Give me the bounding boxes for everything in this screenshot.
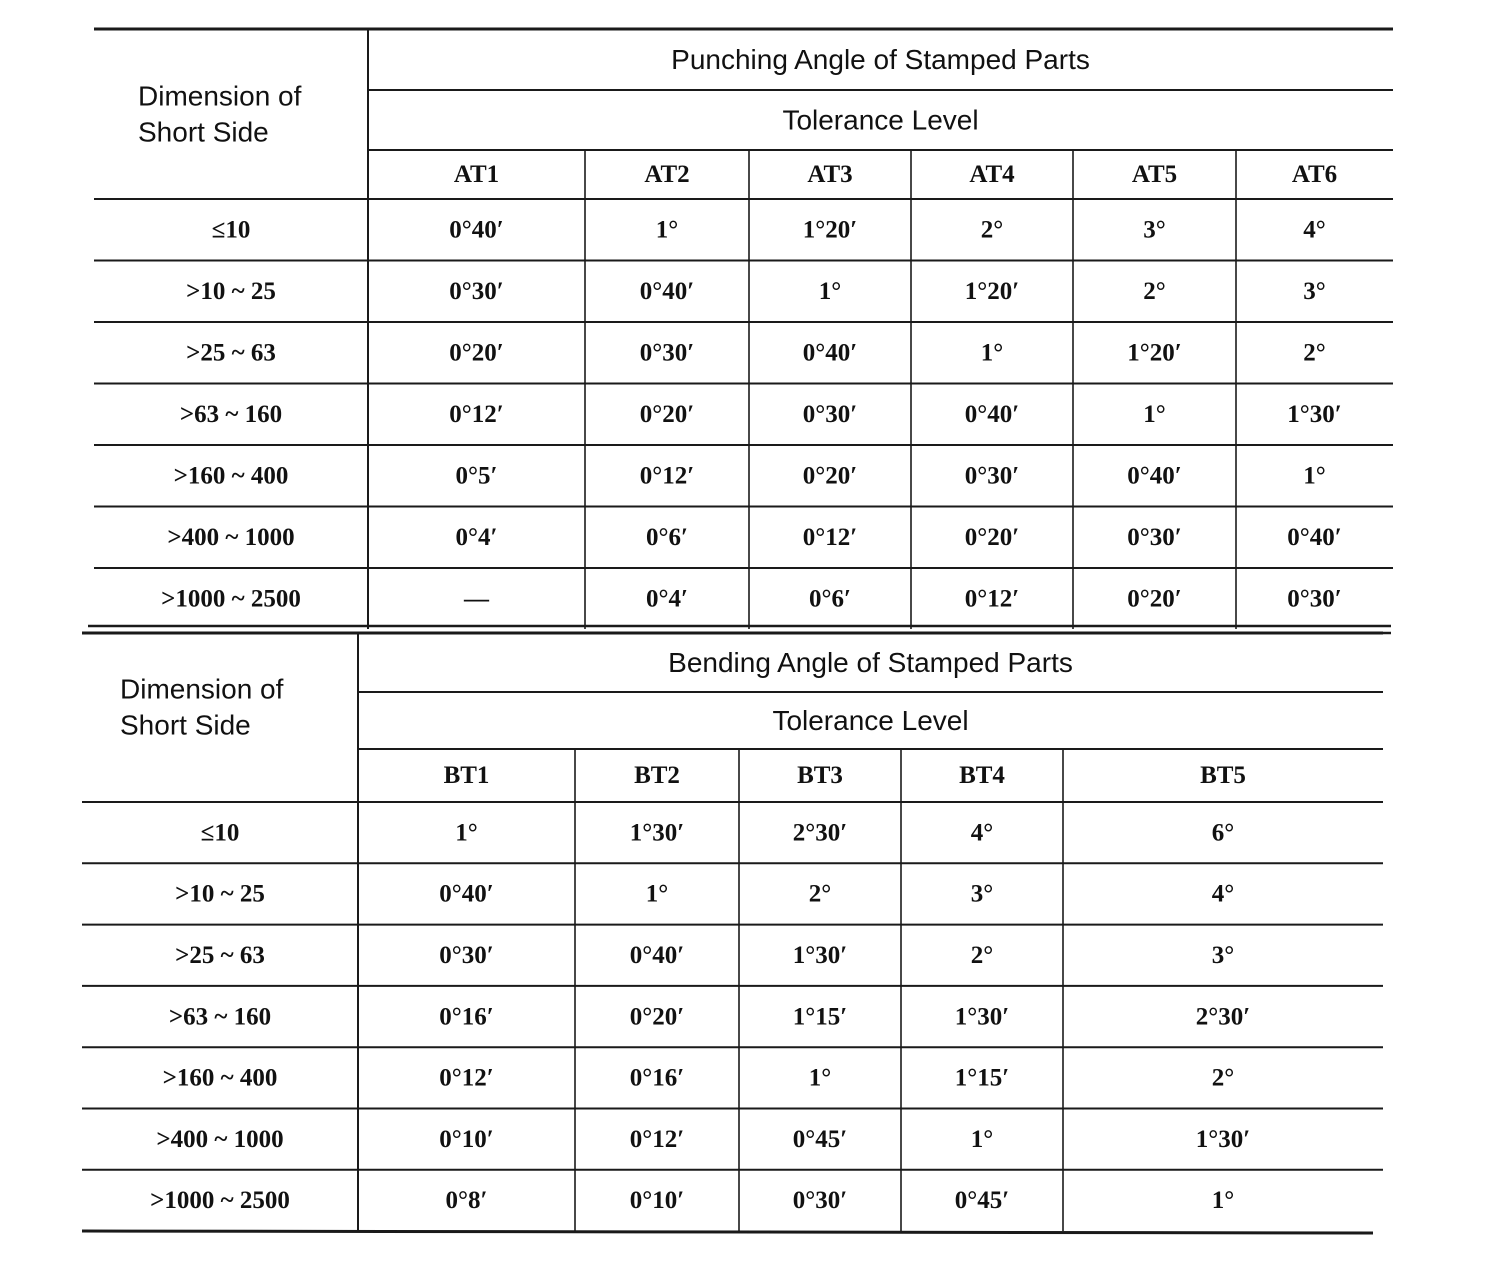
table-cell: 1° xyxy=(818,277,842,305)
table-cell: 1° xyxy=(455,819,478,847)
table-cell: 4° xyxy=(1303,216,1326,244)
table-cell: 0°4′ xyxy=(455,523,498,551)
table-text xyxy=(120,44,1342,1214)
side-label: Dimension of xyxy=(138,80,302,112)
table-cell: 0°20′ xyxy=(1127,585,1182,613)
table-cell: 1°20′ xyxy=(1127,339,1182,367)
bending-bottom-border xyxy=(82,1231,1373,1233)
table-cell: 1° xyxy=(655,216,679,244)
table-cell: 1°20′ xyxy=(802,216,858,244)
table-cell: 0°40′ xyxy=(449,216,504,244)
table-cell: 0°40′ xyxy=(1287,523,1342,551)
table-cell: 0°5′ xyxy=(455,462,498,490)
table-cell: 1°30′ xyxy=(1195,1125,1251,1153)
row-label: >160 ~ 400 xyxy=(173,462,289,490)
column-header: BT4 xyxy=(959,762,1005,790)
table-cell: 0°16′ xyxy=(629,1064,685,1092)
punching-subtitle: Tolerance Level xyxy=(782,104,979,136)
table-cell: 0°30′ xyxy=(1127,523,1182,551)
table-cell: 1°15′ xyxy=(792,1003,848,1031)
column-header: AT6 xyxy=(1291,161,1338,189)
row-label: >63 ~ 160 xyxy=(179,400,283,428)
table-cell: 0°30′ xyxy=(449,277,504,305)
table-cell: 1°30′ xyxy=(1287,400,1342,428)
side-label: Short Side xyxy=(120,709,251,741)
table-cell: 0°20′ xyxy=(629,1003,685,1031)
table-rules xyxy=(82,29,1393,1233)
table-cell: 1° xyxy=(980,339,1004,367)
table-cell: 0°4′ xyxy=(645,585,689,613)
table-cell: — xyxy=(464,585,489,613)
row-label: >160 ~ 400 xyxy=(162,1064,278,1092)
table-cell: 2° xyxy=(1143,277,1166,305)
row-label: >400 ~ 1000 xyxy=(156,1125,284,1153)
column-header: BT3 xyxy=(797,762,843,790)
row-label: >10 ~ 25 xyxy=(186,277,276,305)
bending-subtitle: Tolerance Level xyxy=(772,704,969,736)
table-cell: 0°12′ xyxy=(639,462,695,490)
table-cell: 0°20′ xyxy=(639,400,695,428)
table-cell: 1° xyxy=(808,1064,832,1092)
table-cell: 0°30′ xyxy=(639,339,695,367)
column-header: AT3 xyxy=(807,161,853,189)
table-cell: 1°30′ xyxy=(792,941,848,969)
table-cell: 0°40′ xyxy=(439,880,494,908)
row-label: ≤10 xyxy=(200,819,240,847)
table-cell: 0°40′ xyxy=(629,941,685,969)
table-cell: 3° xyxy=(1143,216,1166,244)
table-cell: 0°12′ xyxy=(964,585,1020,613)
table-cell: 0°40′ xyxy=(964,400,1020,428)
table-cell: 0°30′ xyxy=(1287,585,1342,613)
table-cell: 0°10′ xyxy=(439,1125,494,1153)
column-header: BT2 xyxy=(634,762,680,790)
table-cell: 0°45′ xyxy=(792,1125,848,1153)
table-cell: 1° xyxy=(970,1125,994,1153)
row-label: >1000 ~ 2500 xyxy=(161,585,301,613)
column-header: AT4 xyxy=(969,161,1015,189)
table-cell: 1°30′ xyxy=(629,819,685,847)
table-cell: 1° xyxy=(1211,1187,1235,1215)
table-cell: 4° xyxy=(1211,880,1235,908)
table-cell: 2° xyxy=(1303,339,1326,367)
table-cell: 3° xyxy=(1211,941,1235,969)
table-cell: 0°30′ xyxy=(802,400,858,428)
table-cell: 2° xyxy=(970,941,994,969)
row-label: >1000 ~ 2500 xyxy=(150,1187,290,1215)
table-cell: 1° xyxy=(1303,462,1326,490)
table-cell: 2° xyxy=(1211,1064,1235,1092)
table-cell: 0°45′ xyxy=(954,1187,1010,1215)
table-cell: 1°15′ xyxy=(954,1064,1010,1092)
column-header: BT5 xyxy=(1200,762,1246,790)
table-cell: 0°20′ xyxy=(449,339,504,367)
row-label: >400 ~ 1000 xyxy=(167,523,295,551)
table-cell: 0°12′ xyxy=(802,523,858,551)
table-cell: 0°30′ xyxy=(792,1187,848,1215)
table-cell: 3° xyxy=(1303,277,1326,305)
table-cell: 1°30′ xyxy=(954,1003,1010,1031)
table-cell: 0°12′ xyxy=(439,1064,494,1092)
table-cell: 0°12′ xyxy=(629,1125,685,1153)
table-cell: 0°40′ xyxy=(802,339,858,367)
bending-title: Bending Angle of Stamped Parts xyxy=(668,646,1073,678)
table-cell: 0°30′ xyxy=(964,462,1020,490)
table-cell: 0°20′ xyxy=(802,462,858,490)
table-cell: 0°40′ xyxy=(639,277,695,305)
table-cell: 2° xyxy=(980,216,1004,244)
punching-title: Punching Angle of Stamped Parts xyxy=(671,43,1090,75)
table-cell: 1°20′ xyxy=(964,277,1020,305)
table-cell: 0°20′ xyxy=(964,523,1020,551)
row-label: >10 ~ 25 xyxy=(175,880,265,908)
table-cell: 0°12′ xyxy=(449,400,504,428)
row-label: >63 ~ 160 xyxy=(168,1003,272,1031)
table-cell: 0°6′ xyxy=(808,585,852,613)
table-cell: 2°30′ xyxy=(792,819,848,847)
side-label: Short Side xyxy=(138,116,269,148)
table-cell: 0°30′ xyxy=(439,941,494,969)
side-label: Dimension of xyxy=(120,673,284,705)
table-cell: 1° xyxy=(645,880,669,908)
table-cell: 6° xyxy=(1211,819,1235,847)
row-label: >25 ~ 63 xyxy=(186,339,276,367)
column-header: BT1 xyxy=(443,762,490,790)
table-cell: 1° xyxy=(1143,400,1166,428)
row-label: >25 ~ 63 xyxy=(175,941,265,969)
column-header: AT2 xyxy=(644,161,690,189)
row-label: ≤10 xyxy=(211,216,251,244)
table-cell: 0°16′ xyxy=(439,1003,494,1031)
table-cell: 2°30′ xyxy=(1195,1003,1251,1031)
table-cell: 0°40′ xyxy=(1127,462,1182,490)
table-cell: 4° xyxy=(970,819,994,847)
table-cell: 0°10′ xyxy=(629,1187,685,1215)
column-header: AT1 xyxy=(453,161,500,189)
table-cell: 0°8′ xyxy=(445,1187,488,1215)
table-cell: 2° xyxy=(808,880,832,908)
column-header: AT5 xyxy=(1131,161,1178,189)
table-cell: 0°6′ xyxy=(645,523,689,551)
table-cell: 3° xyxy=(970,880,994,908)
